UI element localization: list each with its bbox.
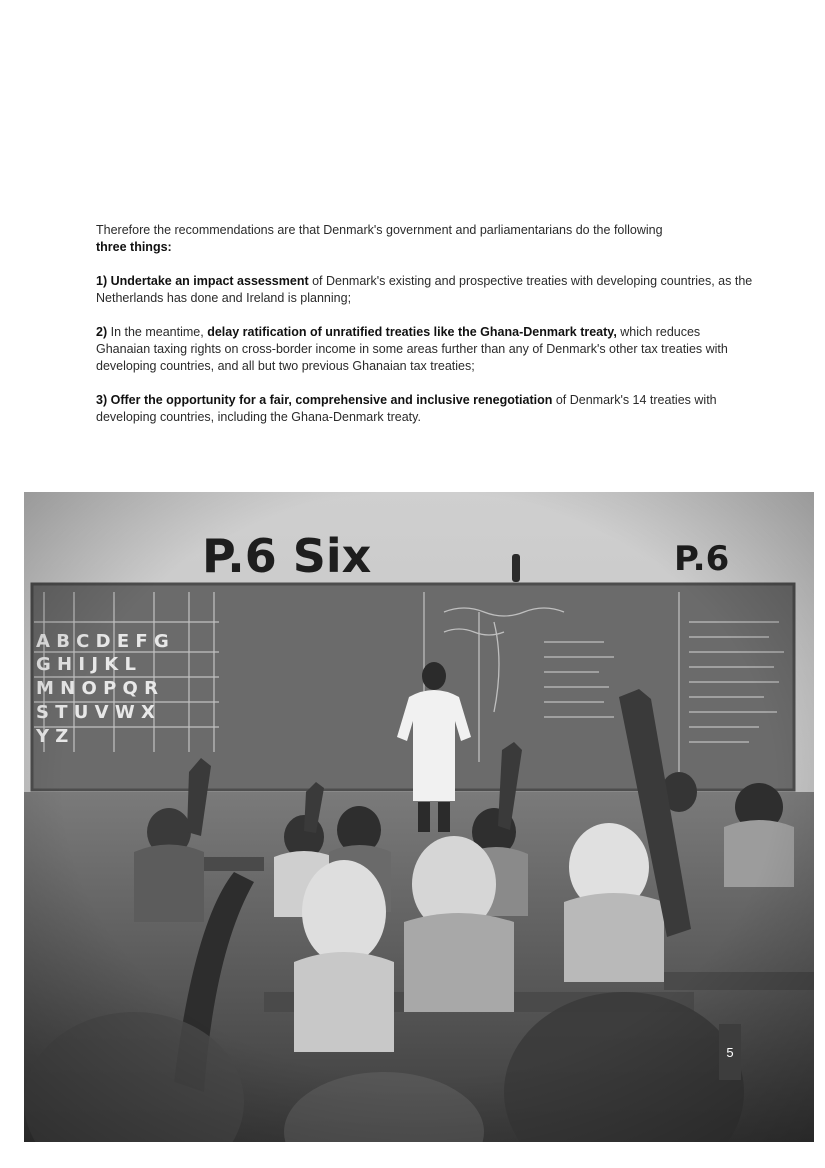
classroom-photo <box>24 492 814 1142</box>
page-number: 5 <box>719 1024 741 1080</box>
recommendation-body: of Denmark's 14 treaties with developing countries, including the Ghana-Denmark treaty. <box>96 393 717 424</box>
intro-text: Therefore the recommendations are that Denmark's government and parliamentarians do the following <box>96 223 663 237</box>
recommendation-number: 3) <box>96 393 108 407</box>
intro-paragraph <box>96 222 756 256</box>
recommendation-number: 1) <box>96 274 108 288</box>
recommendation-heading: Offer the opportunity for a fair, comprehensive and inclusive renegotiation <box>110 393 553 407</box>
recommendation-2 <box>96 324 756 375</box>
recommendation-body: of Denmark's existing and prospective treaties with developing countries, as the Netherlands has done and Ireland is planning; <box>96 274 753 305</box>
recommendation-body: which reduces Ghanaian taxing rights on cross-border income in some areas further than any of Denmark's other tax treaties with developing countries, and all but two previous Ghanaian tax treaties; <box>96 325 728 373</box>
intro-bold: three things: <box>96 240 172 254</box>
recommendation-pre: In the meantime, <box>107 325 208 339</box>
recommendation-number: 2) <box>96 325 108 339</box>
recommendations-text <box>96 222 756 443</box>
recommendation-heading: delay ratification of unratified treaties like the Ghana-Denmark treaty, <box>207 325 617 339</box>
recommendation-3 <box>96 392 756 426</box>
classroom-illustration <box>24 492 814 1142</box>
recommendation-heading: Undertake an impact assessment <box>110 274 309 288</box>
recommendation-1 <box>96 273 756 307</box>
